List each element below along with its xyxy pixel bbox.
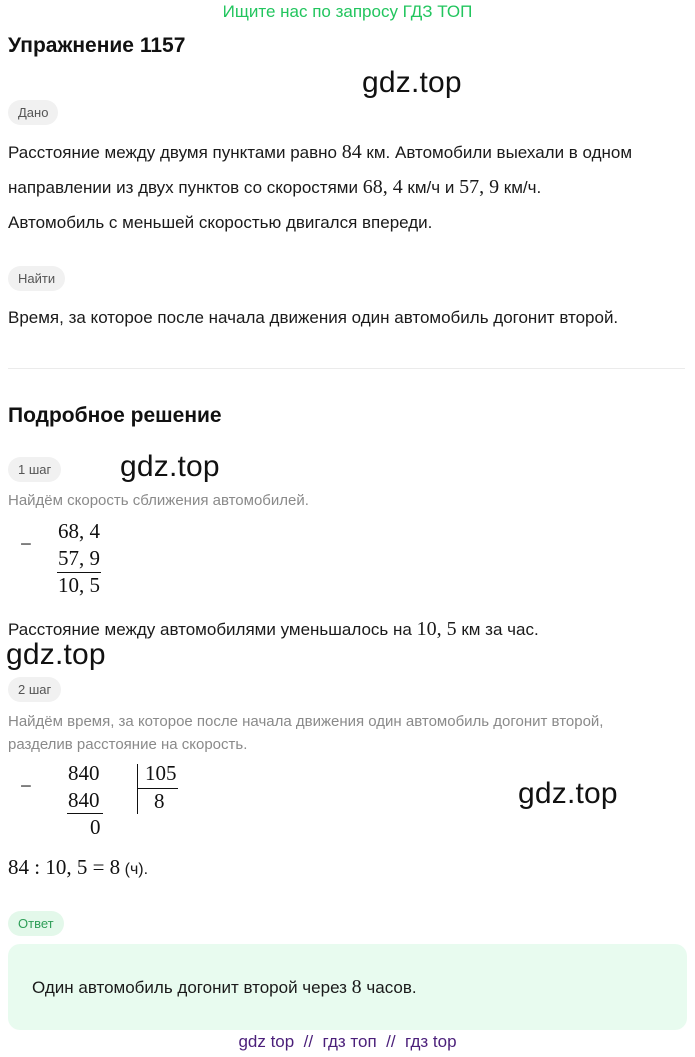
division-product: 840	[68, 788, 100, 812]
equation-unit: (ч).	[120, 861, 149, 878]
conclusion-text: км за час.	[456, 620, 539, 639]
subtraction-minuend: 68, 4	[58, 519, 100, 543]
math-value: 68, 4	[362, 176, 403, 198]
division-vertical-bar	[137, 764, 138, 814]
watermark: gdz.top	[120, 450, 220, 483]
division-product-line	[67, 813, 103, 814]
math-value: 57, 9	[459, 176, 500, 198]
division-quotient: 8	[154, 789, 165, 813]
step-2	[8, 677, 61, 702]
division-dividend: 840	[68, 761, 100, 785]
find-section	[8, 266, 65, 291]
subtraction-result: 10, 5	[58, 573, 100, 597]
find-text: Время, за которое после начала движения один автомобиль догонит второй.	[8, 308, 619, 327]
answer-text-part: Один автомобиль догонит второй через	[32, 978, 352, 997]
math-value: 84	[341, 141, 362, 163]
page-title: Упражнение 1157	[8, 34, 186, 57]
division-remainder: 0	[90, 815, 101, 839]
given-text: направлении из двух пунктов со скоростями	[8, 178, 363, 197]
given-line-1	[8, 141, 632, 164]
divider	[8, 368, 685, 369]
given-line-2	[8, 176, 541, 199]
given-text: км/ч.	[499, 178, 542, 197]
footer-links: gdz top // гдз топ // гдз top	[238, 1032, 457, 1051]
watermark: gdz.top	[362, 66, 462, 99]
step-1-chip: 1 шаг	[8, 457, 61, 482]
step-2-chip: 2 шаг	[8, 677, 61, 702]
answer-section	[8, 911, 64, 936]
math-value: 8	[351, 976, 362, 998]
equation-math: 84 : 10, 5 = 8	[8, 855, 121, 879]
step-1-description: Найдём скорость сближения автомобилей.	[8, 492, 309, 509]
subtraction-subtrahend: 57, 9	[58, 546, 100, 570]
given-text: км. Автомобили выехали в одном	[361, 143, 633, 162]
given-section	[8, 100, 58, 125]
step-2-description-1: Найдём время, за которое после начала движения один автомобиль догонит второй,	[8, 713, 604, 730]
answer-text-part: часов.	[361, 978, 417, 997]
division-divisor: 105	[145, 761, 177, 785]
step-1	[8, 457, 61, 482]
given-text: Расстояние между двумя пунктами равно	[8, 143, 342, 162]
math-value: 10, 5	[416, 618, 457, 640]
search-banner: Ищите нас по запросу ГДЗ ТОП	[222, 2, 473, 21]
conclusion-text: Расстояние между автомобилями уменьшалось на	[8, 620, 417, 639]
subtraction-minus-sign: −	[20, 532, 32, 556]
answer-box	[8, 944, 687, 1030]
given-text: км/ч и	[402, 178, 460, 197]
watermark: gdz.top	[518, 777, 618, 810]
step-2-equation	[8, 855, 148, 880]
given-chip: Дано	[8, 100, 58, 125]
answer-chip: Ответ	[8, 911, 64, 936]
watermark: gdz.top	[6, 638, 106, 671]
step-2-description-2: разделив расстояние на скорость.	[8, 736, 248, 753]
division-minus-sign: −	[20, 774, 32, 798]
given-line-3: Автомобиль с меньшей скоростью двигался впереди.	[8, 213, 433, 232]
answer-text	[32, 976, 417, 999]
solution-heading: Подробное решение	[8, 404, 222, 427]
find-chip: Найти	[8, 266, 65, 291]
